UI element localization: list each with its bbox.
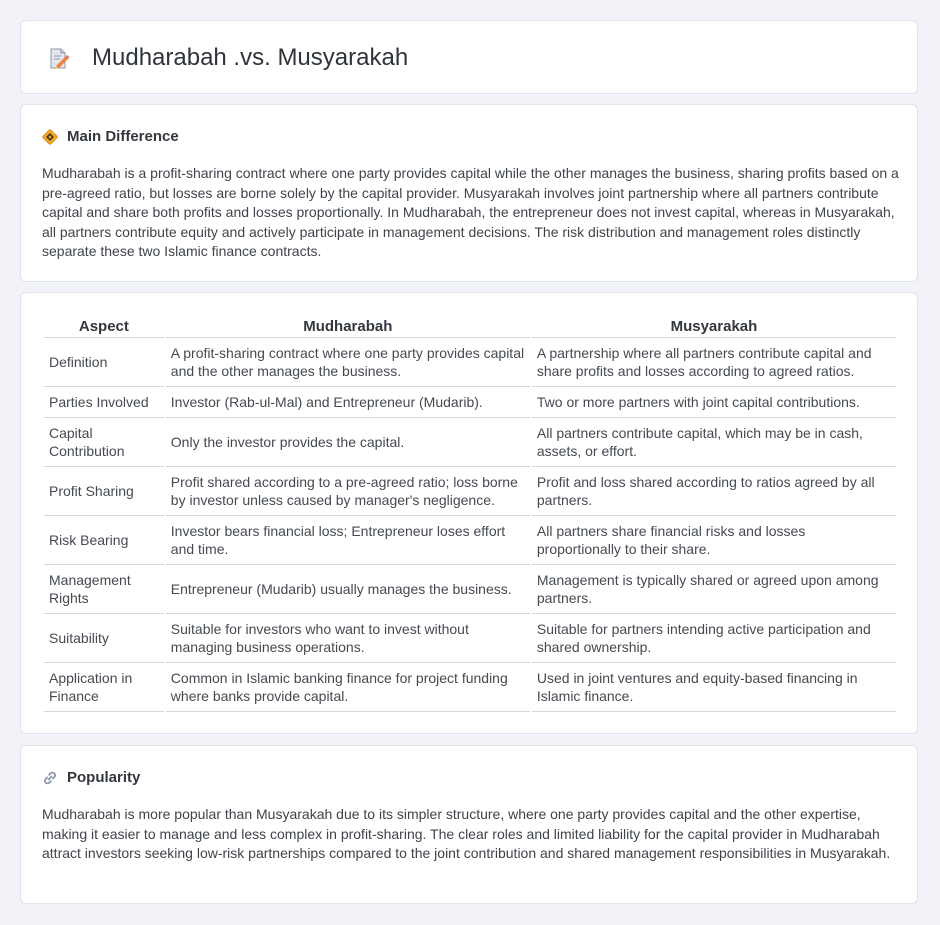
- table-row: [44, 387, 896, 418]
- cell-musyarakah: Profit and loss shared according to ratios agreed by all partners.: [532, 467, 896, 516]
- popularity-text: Mudharabah is more popular than Musyarakah due to its simpler structure, where one party provides capital and the other expertise, making it easier to manage and less complex in profit-sharing. The clear roles and limited liability for the capital provider in Mudharabah attract investors seeking low-risk partnerships compared to the joint contribution and shared management responsibilities in Musyarakah.: [42, 806, 891, 862]
- diamond-sign-icon: [42, 129, 58, 145]
- cell-mudharabah: Entrepreneur (Mudarib) usually manages the business.: [166, 565, 530, 614]
- cell-musyarakah: Suitable for partners intending active participation and shared ownership.: [532, 614, 896, 663]
- cell-mudharabah: Profit shared according to a pre-agreed ratio; loss borne by investor unless caused by manager's negligence.: [166, 467, 530, 516]
- link-icon: [42, 770, 58, 786]
- comparison-table-section: [20, 292, 918, 734]
- cell-aspect: Capital Contribution: [44, 418, 164, 467]
- table-row: [44, 614, 896, 663]
- header-mudharabah: Mudharabah: [166, 316, 530, 338]
- table-row: [44, 516, 896, 565]
- cell-musyarakah: All partners contribute capital, which may be in cash, assets, or effort.: [532, 418, 896, 467]
- cell-mudharabah: Common in Islamic banking finance for project funding where banks provide capital.: [166, 663, 530, 712]
- cell-aspect: Definition: [44, 338, 164, 387]
- cell-mudharabah: Investor (Rab-ul-Mal) and Entrepreneur (Mudarib).: [166, 387, 530, 418]
- table-row: [44, 418, 896, 467]
- main-difference-text: Mudharabah is a profit-sharing contract where one party provides capital while the other manages the business, sharing profits based on a pre-agreed ratio, but losses are borne solely by the capital provider. Musyarakah involves joint partnership where all partners contribute capital and share both profits and losses proportionally. In Mudharabah, the entrepreneur does not invest capital, whereas in Musyarakah, all partners contribute equity and actively participate in management decisions. The risk distribution and management roles distinctly separate these two Islamic finance contracts.: [42, 165, 899, 260]
- cell-mudharabah: Suitable for investors who want to invest without managing business operations.: [166, 614, 530, 663]
- cell-musyarakah: A partnership where all partners contribute capital and share profits and losses according to agreed ratios.: [532, 338, 896, 387]
- cell-aspect: Application in Finance: [44, 663, 164, 712]
- cell-mudharabah: A profit-sharing contract where one party provides capital and the other manages the business.: [166, 338, 530, 387]
- main-difference-title: Main Difference: [67, 128, 179, 145]
- main-difference-section: [20, 104, 918, 282]
- cell-mudharabah: Investor bears financial loss; Entrepreneur loses effort and time.: [166, 516, 530, 565]
- popularity-title: Popularity: [67, 769, 141, 786]
- cell-musyarakah: All partners share financial risks and losses proportionally to their share.: [532, 516, 896, 565]
- cell-aspect: Risk Bearing: [44, 516, 164, 565]
- popularity-section: [20, 745, 918, 904]
- cell-aspect: Parties Involved: [44, 387, 164, 418]
- header-aspect: Aspect: [44, 316, 164, 338]
- table-header-row: [44, 316, 896, 338]
- cell-musyarakah: Management is typically shared or agreed upon among partners.: [532, 565, 896, 614]
- page-title: Mudharabah .vs. Musyarakah: [92, 44, 409, 71]
- cell-aspect: Suitability: [44, 614, 164, 663]
- cell-aspect: Profit Sharing: [44, 467, 164, 516]
- table-row: [44, 467, 896, 516]
- cell-musyarakah: Used in joint ventures and equity-based financing in Islamic finance.: [532, 663, 896, 712]
- cell-mudharabah: Only the investor provides the capital.: [166, 418, 530, 467]
- header-musyarakah: Musyarakah: [532, 316, 896, 338]
- title-card: [20, 20, 918, 94]
- table-row: [44, 338, 896, 387]
- cell-musyarakah: Two or more partners with joint capital contributions.: [532, 387, 896, 418]
- edit-document-icon: [47, 47, 71, 71]
- cell-aspect: Management Rights: [44, 565, 164, 614]
- table-row: [44, 663, 896, 712]
- comparison-table: [42, 316, 898, 712]
- table-row: [44, 565, 896, 614]
